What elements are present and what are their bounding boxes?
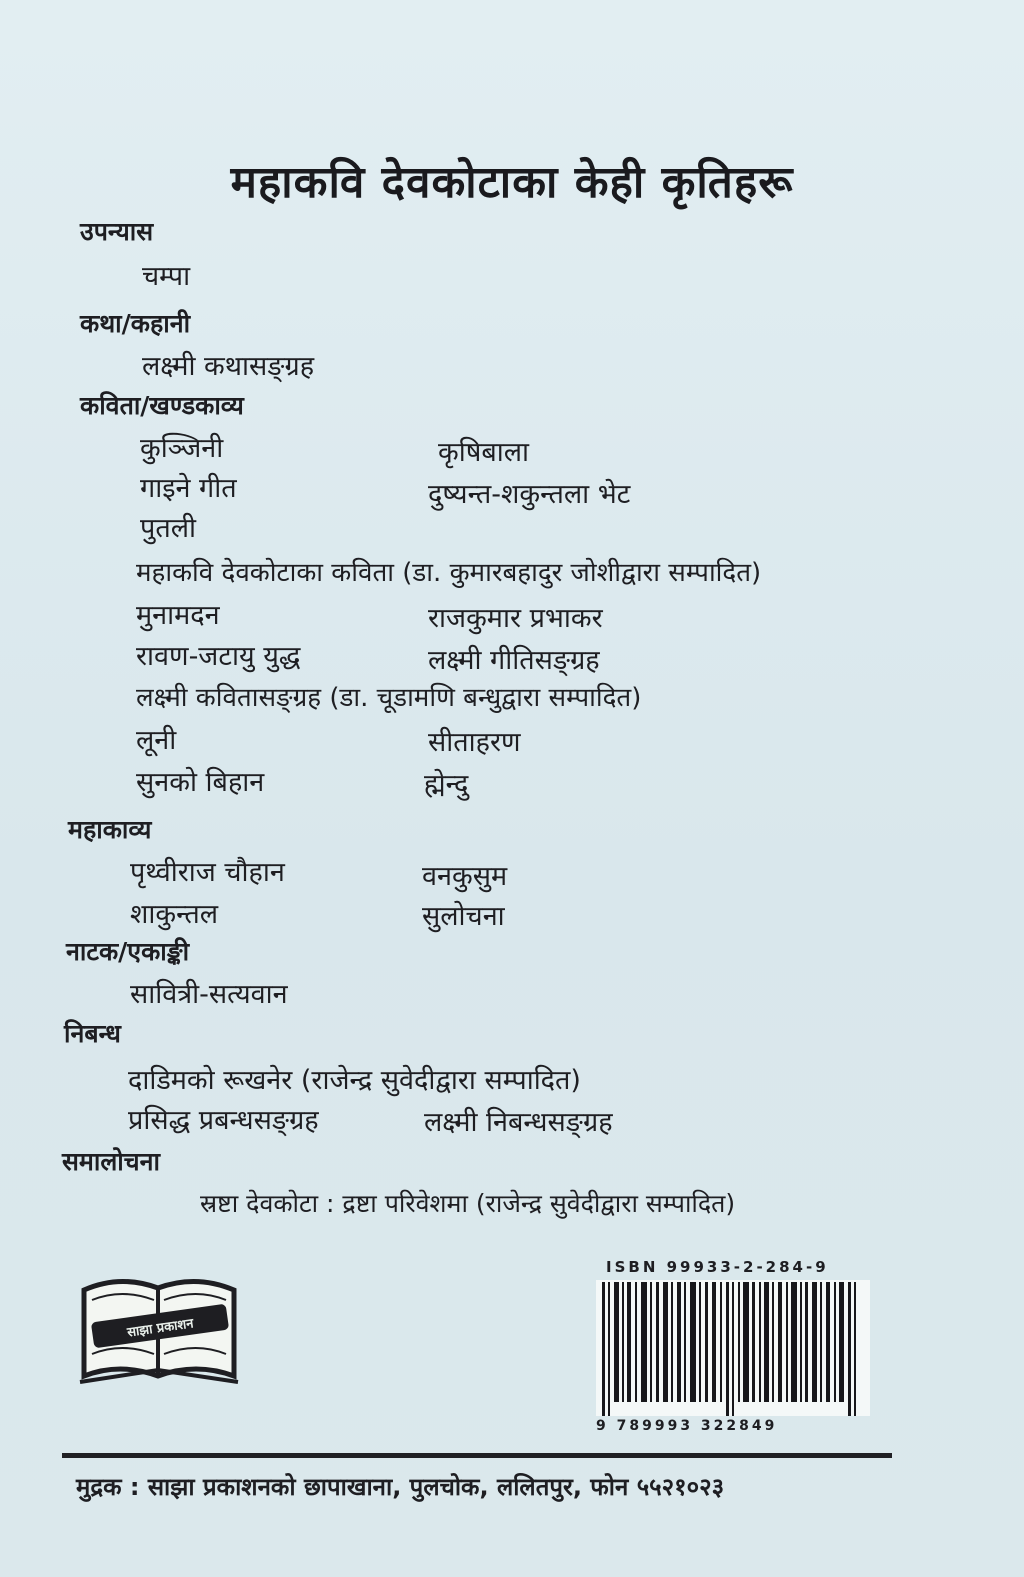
section-heading-novel: उपन्यास xyxy=(80,217,154,246)
work-title: सुनको बिहान xyxy=(136,767,265,798)
section-heading-criticism: समालोचना xyxy=(62,1147,160,1176)
work-title: लक्ष्मी निबन्धसङ्ग्रह xyxy=(424,1107,613,1138)
work-title: सावित्री-सत्यवान xyxy=(130,979,288,1010)
work-title: कृषिबाला xyxy=(438,437,530,468)
work-title: सीताहरण xyxy=(428,727,521,758)
work-title: राजकुमार प्रभाकर xyxy=(428,603,603,634)
work-title: वनकुसुम xyxy=(422,861,508,892)
open-book-logo-icon xyxy=(78,1270,240,1388)
work-title: लूनी xyxy=(136,725,177,756)
printer-imprint: मुद्रक : साझा प्रकाशनको छापाखाना, पुलचोक, ललितपुर, फोन ५५२१०२३ xyxy=(76,1473,725,1501)
work-title: ह्मेन्दु xyxy=(424,769,469,800)
work-title: दाडिमको रूखनेर (राजेन्द्र सुवेदीद्वारा सम्पादित) xyxy=(128,1065,581,1096)
footer-divider xyxy=(62,1453,892,1458)
work-title: पृथ्वीराज चौहान xyxy=(130,857,285,888)
logo-text: साझा प्रकाशन xyxy=(126,1316,195,1341)
work-title: लक्ष्मी कथासङ्ग्रह xyxy=(142,351,315,382)
work-title: प्रसिद्ध प्रबन्धसङ्ग्रह xyxy=(128,1105,319,1136)
section-heading-epics: महाकाव्य xyxy=(68,815,152,844)
work-title: चम्पा xyxy=(142,261,191,292)
work-title: महाकवि देवकोटाका कविता (डा. कुमारबहादुर जोशीद्वारा सम्पादित) xyxy=(136,558,762,588)
work-title: गाइने गीत xyxy=(140,473,237,504)
work-title: लक्ष्मी गीतिसङ्ग्रह xyxy=(428,645,600,676)
section-heading-poetry: कविता/खण्डकाव्य xyxy=(80,391,244,420)
page-title: महाकवि देवकोटाका केही कृतिहरू xyxy=(230,157,794,208)
work-title: रावण-जटायु युद्ध xyxy=(136,641,301,672)
isbn-barcode-block xyxy=(596,1258,876,1448)
isbn-label: ISBN 99933-2-284-9 xyxy=(606,1258,829,1276)
work-title: कुञ्जिनी xyxy=(140,433,224,464)
work-title: स्रष्टा देवकोटा : द्रष्टा परिवेशमा (राजेन्द्र सुवेदीद्वारा सम्पादित) xyxy=(200,1189,736,1218)
work-title: मुनामदन xyxy=(136,600,220,631)
barcode-icon xyxy=(596,1280,870,1416)
section-heading-stories: कथा/कहानी xyxy=(80,309,191,338)
section-heading-essays: निबन्ध xyxy=(64,1019,121,1048)
barcode-digits: 9 789993 322849 xyxy=(596,1418,778,1434)
work-title: सुलोचना xyxy=(422,901,505,932)
work-title: पुतली xyxy=(140,513,197,544)
work-title: दुष्यन्त-शकुन्तला भेट xyxy=(428,479,631,510)
section-heading-drama: नाटक/एकाङ्की xyxy=(66,937,190,966)
work-title: शाकुन्तल xyxy=(130,899,219,930)
work-title: लक्ष्मी कवितासङ्ग्रह (डा. चूडामणि बन्धुद्वारा सम्पादित) xyxy=(136,683,642,713)
